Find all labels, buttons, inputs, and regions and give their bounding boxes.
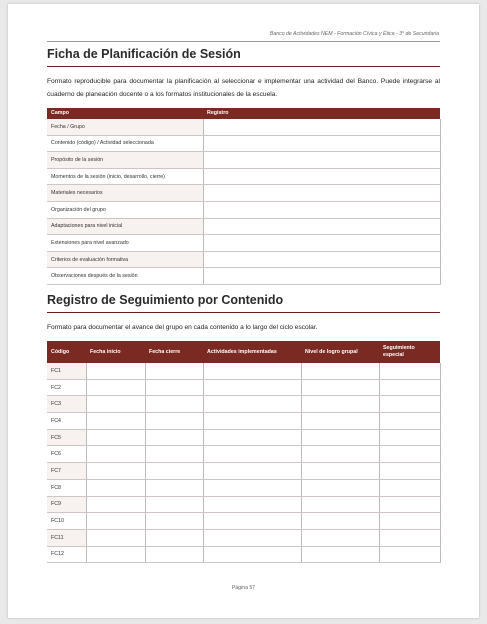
- field-label: Materiales necesarios: [47, 185, 203, 202]
- section-title-planning: Ficha de Planificación de Sesión: [47, 47, 241, 61]
- record-cell[interactable]: [203, 251, 440, 268]
- tracking-cell[interactable]: [145, 379, 203, 396]
- table-row: [47, 479, 440, 496]
- title-divider-tracking: [47, 312, 440, 313]
- table-row: [47, 119, 440, 135]
- field-label: Momentos de la sesión (inicio, desarrollo, cierre): [47, 168, 203, 185]
- document-page: [8, 4, 479, 618]
- content-code: FC5: [47, 429, 86, 446]
- tracking-cell[interactable]: [145, 496, 203, 513]
- content-code: FC2: [47, 379, 86, 396]
- content-code: FC6: [47, 446, 86, 463]
- table-row: [47, 413, 440, 430]
- content-code: FC11: [47, 529, 86, 546]
- table-row: [47, 429, 440, 446]
- table-row: [47, 463, 440, 480]
- record-cell[interactable]: [203, 119, 440, 135]
- tracking-cell[interactable]: [301, 379, 379, 396]
- table-row: [47, 168, 440, 185]
- tracking-cell[interactable]: [301, 463, 379, 480]
- table-row: [47, 251, 440, 268]
- record-cell[interactable]: [203, 152, 440, 169]
- tracking-cell[interactable]: [379, 379, 440, 396]
- tracking-cell[interactable]: [203, 529, 301, 546]
- tracking-cell[interactable]: [203, 479, 301, 496]
- tracking-cell[interactable]: [203, 413, 301, 430]
- tracking-cell[interactable]: [301, 513, 379, 530]
- tracking-table: [47, 341, 441, 563]
- section-title-tracking: Registro de Seguimiento por Contenido: [47, 293, 284, 307]
- tracking-cell[interactable]: [145, 479, 203, 496]
- record-cell[interactable]: [203, 268, 440, 285]
- tracking-cell[interactable]: [203, 429, 301, 446]
- tracking-cell[interactable]: [379, 396, 440, 413]
- tracking-cell[interactable]: [145, 446, 203, 463]
- tracking-cell[interactable]: [203, 496, 301, 513]
- tracking-cell[interactable]: [86, 446, 145, 463]
- record-cell[interactable]: [203, 135, 440, 152]
- tracking-cell[interactable]: [86, 413, 145, 430]
- table-row: [47, 235, 440, 252]
- column-header: Actividades implementadas: [203, 341, 301, 363]
- tracking-cell[interactable]: [379, 496, 440, 513]
- planning-table: [47, 108, 441, 285]
- tracking-cell[interactable]: [379, 413, 440, 430]
- tracking-cell[interactable]: [379, 513, 440, 530]
- tracking-cell[interactable]: [86, 429, 145, 446]
- tracking-cell[interactable]: [379, 479, 440, 496]
- table-row: [47, 201, 440, 218]
- tracking-cell[interactable]: [203, 463, 301, 480]
- column-header: Registro: [203, 108, 440, 119]
- tracking-cell[interactable]: [145, 546, 203, 563]
- tracking-cell[interactable]: [203, 446, 301, 463]
- tracking-cell[interactable]: [145, 463, 203, 480]
- table-row: [47, 135, 440, 152]
- tracking-cell[interactable]: [86, 363, 145, 379]
- table-row: [47, 268, 440, 285]
- tracking-cell[interactable]: [379, 446, 440, 463]
- content-code: FC12: [47, 546, 86, 563]
- field-label: Propósito de la sesión: [47, 152, 203, 169]
- field-label: Criterios de evaluación formativa: [47, 251, 203, 268]
- field-label: Fecha / Grupo: [47, 119, 203, 135]
- table-row: [47, 496, 440, 513]
- header-divider: [47, 41, 440, 42]
- field-label: Extensiones para nivel avanzado: [47, 235, 203, 252]
- table-row: [47, 513, 440, 530]
- tracking-cell[interactable]: [145, 529, 203, 546]
- column-header: Código: [47, 341, 86, 363]
- tracking-cell[interactable]: [203, 363, 301, 379]
- tracking-cell[interactable]: [301, 546, 379, 563]
- table-row: [47, 218, 440, 235]
- table-row: [47, 546, 440, 563]
- tracking-cell[interactable]: [301, 413, 379, 430]
- page-number: Página 57: [231, 585, 256, 591]
- tracking-cell[interactable]: [203, 513, 301, 530]
- tracking-cell[interactable]: [86, 463, 145, 480]
- record-cell[interactable]: [203, 168, 440, 185]
- tracking-cell[interactable]: [379, 429, 440, 446]
- tracking-cell[interactable]: [301, 529, 379, 546]
- tracking-cell[interactable]: [203, 379, 301, 396]
- tracking-cell[interactable]: [301, 429, 379, 446]
- tracking-cell[interactable]: [203, 546, 301, 563]
- field-label: Observaciones después de la sesión: [47, 268, 203, 285]
- table-row: [47, 152, 440, 169]
- field-label: Adaptaciones para nivel inicial: [47, 218, 203, 235]
- running-header: Banco de Actividades NEM - Formación Cívica y Ética - 3° de Secundaria: [269, 31, 439, 37]
- tracking-cell[interactable]: [86, 529, 145, 546]
- column-header: Fecha cierre: [145, 341, 203, 363]
- table-row: [47, 363, 440, 379]
- table-row: [47, 185, 440, 202]
- tracking-cell[interactable]: [145, 513, 203, 530]
- tracking-cell[interactable]: [301, 446, 379, 463]
- content-code: FC1: [47, 363, 86, 379]
- record-cell[interactable]: [203, 201, 440, 218]
- content-code: FC9: [47, 496, 86, 513]
- column-header: Campo: [47, 108, 203, 119]
- tracking-cell[interactable]: [379, 546, 440, 563]
- content-code: FC3: [47, 396, 86, 413]
- record-cell[interactable]: [203, 218, 440, 235]
- tracking-cell[interactable]: [301, 479, 379, 496]
- content-code: FC10: [47, 513, 86, 530]
- tracking-cell[interactable]: [86, 379, 145, 396]
- tracking-cell[interactable]: [145, 363, 203, 379]
- tracking-cell[interactable]: [145, 429, 203, 446]
- tracking-cell[interactable]: [145, 413, 203, 430]
- intro-planning: Formato reproducible para documentar la planificación al seleccionar e implementar una actividad del Banco. Puede integrarse al cuaderno de planeación docente o a los formatos institucionales de la escuela.: [47, 78, 440, 98]
- tracking-cell[interactable]: [86, 479, 145, 496]
- tracking-cell[interactable]: [379, 363, 440, 379]
- record-cell[interactable]: [203, 185, 440, 202]
- tracking-cell[interactable]: [86, 546, 145, 563]
- content-code: FC7: [47, 463, 86, 480]
- column-header: Nivel de logro grupal: [301, 341, 379, 363]
- tracking-cell[interactable]: [86, 513, 145, 530]
- record-cell[interactable]: [203, 235, 440, 252]
- tracking-table-header: [47, 341, 440, 363]
- tracking-cell[interactable]: [379, 463, 440, 480]
- tracking-cell[interactable]: [86, 396, 145, 413]
- field-label: Contenido (código) / Actividad seleccionada: [47, 135, 203, 152]
- content-code: FC4: [47, 413, 86, 430]
- table-row: [47, 396, 440, 413]
- table-row: [47, 529, 440, 546]
- title-divider-planning: [47, 66, 440, 67]
- content-code: FC8: [47, 479, 86, 496]
- table-row: [47, 379, 440, 396]
- column-header: Seguimiento especial: [379, 341, 440, 363]
- tracking-cell[interactable]: [301, 396, 379, 413]
- column-header: Fecha inicio: [86, 341, 145, 363]
- field-label: Organización del grupo: [47, 201, 203, 218]
- tracking-cell[interactable]: [379, 529, 440, 546]
- planning-table-header: [47, 108, 440, 119]
- intro-tracking: Formato para documentar el avance del grupo en cada contenido a lo largo del ciclo escolar.: [47, 324, 318, 331]
- tracking-cell[interactable]: [301, 363, 379, 379]
- tracking-cell[interactable]: [203, 396, 301, 413]
- table-row: [47, 446, 440, 463]
- tracking-cell[interactable]: [145, 396, 203, 413]
- tracking-cell[interactable]: [301, 496, 379, 513]
- tracking-cell[interactable]: [86, 496, 145, 513]
